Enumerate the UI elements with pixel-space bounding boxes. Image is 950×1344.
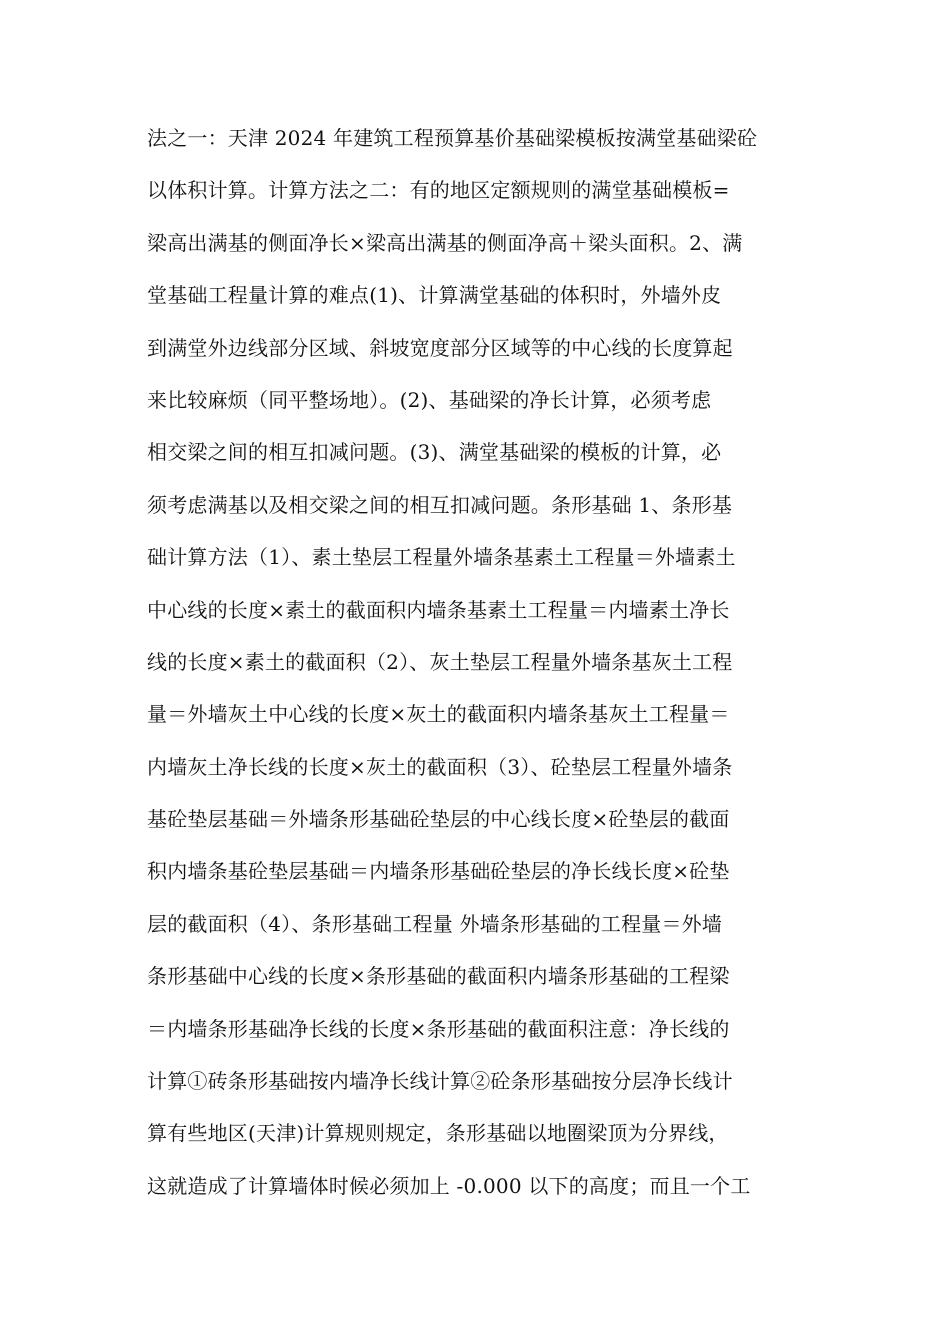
text-line: 计算①砖条形基础按内墙净长线计算②砼条形基础按分层净长线计 — [147, 1069, 733, 1094]
text-line: 量＝外墙灰土中心线的长度×灰土的截面积内墙条基灰土工程量＝ — [147, 702, 730, 727]
text-line: 这就造成了计算墙体时候必须加上 -0.000 以下的高度；而且一个工 — [147, 1173, 751, 1198]
text-line: 中心线的长度×素土的截面积内墙条基素土工程量＝内墙素土净长 — [147, 597, 730, 622]
text-line: 以体积计算。计算方法之二：有的地区定额规则的满堂基础模板= — [147, 178, 730, 203]
text-line: 基砼垫层基础＝外墙条形基础砼垫层的中心线长度×砼垫层的截面 — [147, 807, 730, 832]
text-line: 算有些地区(天津)计算规则规定，条形基础以地圈梁顶为分界线， — [147, 1121, 729, 1146]
text-line: 积内墙条基砼垫层基础＝内墙条形基础砼垫层的净长线长度×砼垫 — [147, 859, 730, 884]
text-line: 条形基础中心线的长度×条形基础的截面积内墙条形基础的工程梁 — [147, 964, 730, 989]
text-line: 堂基础工程量计算的难点(1)、计算满堂基础的体积时，外墙外皮 — [147, 283, 722, 308]
text-line: 到满堂外边线部分区域、斜坡宽度部分区域等的中心线的长度算起 — [147, 335, 733, 360]
text-line: 相交梁之间的相互扣减问题。(3)、满堂基础梁的模板的计算，必 — [147, 440, 722, 465]
text-line: 法之一：天津 2024 年建筑工程预算基价基础梁模板按满堂基础梁砼 — [147, 126, 758, 150]
body-text — [147, 118, 817, 1218]
text-line: 层的截面积（4）、条形基础工程量 外墙条形基础的工程量＝外墙 — [147, 911, 723, 936]
text-line: 来比较麻烦（同平整场地）。(2)、基础梁的净长计算，必须考虑 — [147, 387, 712, 412]
text-line: 线的长度×素土的截面积（2）、灰土垫层工程量外墙条基灰土工程 — [147, 649, 733, 674]
text-line: 梁高出满基的侧面净长×梁高出满基的侧面净高＋梁头面积。2、满 — [147, 230, 743, 255]
text-line: 须考虑满基以及相交梁之间的相互扣减问题。条形基础 1、条形基 — [147, 492, 733, 517]
text-line: 础计算方法（1）、素土垫层工程量外墙条基素土工程量＝外墙素土 — [147, 545, 736, 570]
text-line: ＝内墙条形基础净长线的长度×条形基础的截面积注意：净长线的 — [147, 1016, 730, 1041]
text-line: 内墙灰土净长线的长度×灰土的截面积（3）、砼垫层工程量外墙条 — [147, 754, 733, 779]
